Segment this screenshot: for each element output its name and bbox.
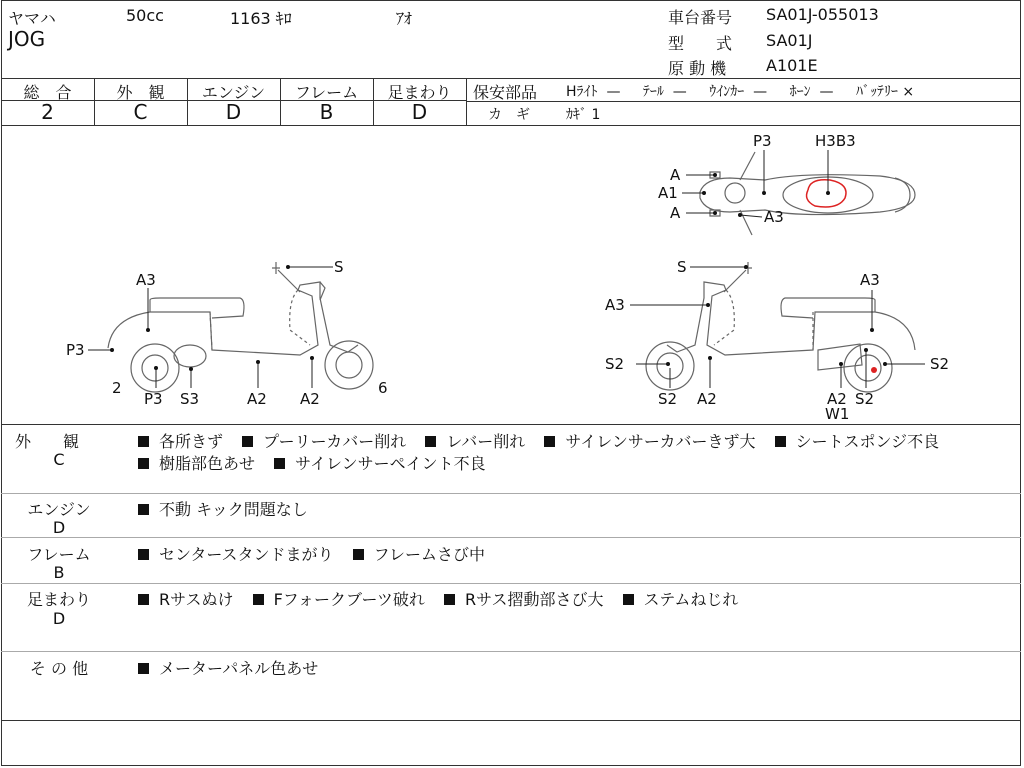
damage-diagram bbox=[0, 126, 1024, 424]
diagram-label: S2 bbox=[658, 390, 678, 408]
divider bbox=[1, 424, 1021, 425]
bullet-square bbox=[138, 549, 149, 560]
diagram-label: A3 bbox=[860, 271, 880, 289]
bullet-square bbox=[544, 436, 555, 447]
note-label-engine: エンジン bbox=[27, 500, 91, 519]
divider bbox=[1, 720, 1021, 721]
diagram-label: P3 bbox=[66, 341, 85, 359]
divider bbox=[466, 78, 467, 125]
diagram-label: A3 bbox=[136, 271, 156, 289]
bullet-square bbox=[242, 436, 253, 447]
bullet-square bbox=[253, 594, 264, 605]
suspension-grade: D bbox=[411, 100, 428, 124]
note-line: センタースタンドまがり フレームさび中 bbox=[138, 542, 499, 565]
overall-grade: 2 bbox=[41, 100, 54, 124]
divider bbox=[1, 583, 1021, 584]
diagram-label: A2 bbox=[247, 390, 267, 408]
diagram-label: 2 bbox=[112, 379, 122, 397]
diagram-label: S bbox=[334, 258, 344, 276]
mileage: 1163 ｷﾛ bbox=[230, 9, 292, 28]
note-label-exterior: 外 観 bbox=[14, 432, 79, 451]
bullet-square bbox=[444, 594, 455, 605]
diagram-label: A1 bbox=[658, 184, 678, 202]
engine-grade-label: エンジン bbox=[201, 83, 266, 102]
engine-value: A101E bbox=[766, 56, 818, 75]
overall-label: 総 合 bbox=[23, 83, 72, 102]
frame-grade-label: フレーム bbox=[294, 83, 359, 102]
diagram-label: S3 bbox=[180, 390, 200, 408]
note-line: 不動 キック問題なし bbox=[138, 497, 322, 520]
bullet-square bbox=[138, 436, 149, 447]
safety-item: ﾎｰﾝ — bbox=[789, 84, 834, 100]
displacement: 50cc bbox=[126, 6, 164, 25]
note-grade-suspension: D bbox=[52, 609, 66, 628]
bullet-square bbox=[425, 436, 436, 447]
frame-grade: B bbox=[319, 100, 334, 124]
maker: ヤマハ bbox=[8, 9, 56, 28]
diagram-label: S2 bbox=[605, 355, 625, 373]
frame-no: SA01J-055013 bbox=[766, 5, 879, 24]
diagram-label: A3 bbox=[764, 208, 784, 226]
safety-item: ﾊﾞｯﾃﾘｰ × bbox=[855, 84, 915, 100]
bullet-square bbox=[138, 594, 149, 605]
note-grade-exterior: C bbox=[53, 450, 65, 469]
engine-label: 原 動 機 bbox=[668, 59, 727, 78]
safety-label: 保安部品 bbox=[473, 83, 538, 102]
suspension-grade-label: 足まわり bbox=[387, 83, 452, 102]
bullet-square bbox=[138, 504, 149, 515]
bullet-square bbox=[138, 458, 149, 469]
diagram-label: A bbox=[670, 166, 681, 184]
note-line: Rサスぬけ Fフォークブーツ破れ Rサス摺動部さび大 ステムねじれ bbox=[138, 587, 752, 610]
divider bbox=[467, 101, 1021, 102]
key-label: カ ギ bbox=[488, 107, 530, 123]
note-grade-engine: D bbox=[52, 518, 66, 537]
engine-grade: D bbox=[225, 100, 242, 124]
divider bbox=[1, 651, 1021, 652]
model-name: JOG bbox=[8, 27, 46, 51]
safety-items bbox=[566, 81, 914, 101]
bullet-square bbox=[623, 594, 634, 605]
safety-item: ﾃｰﾙ — bbox=[642, 84, 687, 100]
diagram-label: P3 bbox=[753, 132, 772, 150]
note-label-frame: フレーム bbox=[27, 545, 91, 564]
diagram-label: A3 bbox=[605, 296, 625, 314]
note-line: 各所きず プーリーカバー削れ レバー削れ サイレンサーカバーきず大 シートスポンジ不良 bbox=[138, 429, 953, 452]
diagram-label: S2 bbox=[855, 390, 875, 408]
bullet-square bbox=[353, 549, 364, 560]
safety-item: ｳｲﾝｶｰ — bbox=[709, 84, 768, 100]
diagram-label: P3 bbox=[144, 390, 163, 408]
diagram-label: A2 bbox=[300, 390, 320, 408]
note-label-suspension: 足まわり bbox=[26, 590, 91, 609]
note-line: メーターパネル色あせ bbox=[138, 656, 332, 679]
divider bbox=[1, 493, 1021, 494]
diagram-label: H3B3 bbox=[815, 132, 856, 150]
diagram-label: 6 bbox=[378, 379, 388, 397]
diagram-label: W1 bbox=[825, 405, 850, 423]
exterior-grade: C bbox=[133, 100, 148, 124]
diagram-label: S2 bbox=[930, 355, 950, 373]
bullet-square bbox=[274, 458, 285, 469]
note-grade-frame: B bbox=[53, 563, 65, 582]
diagram-label: A bbox=[670, 204, 681, 222]
bullet-square bbox=[138, 663, 149, 674]
frame-no-label: 車台番号 bbox=[668, 8, 733, 27]
divider bbox=[1, 78, 1021, 79]
type-value: SA01J bbox=[766, 31, 813, 50]
diagram-label: A2 bbox=[827, 390, 847, 408]
diagram-label: A2 bbox=[697, 390, 717, 408]
color: ｱｵ bbox=[396, 9, 413, 28]
type-label: 型 式 bbox=[668, 34, 733, 53]
note-label-other: そ の 他 bbox=[29, 659, 89, 678]
divider bbox=[1, 537, 1021, 538]
note-line: 樹脂部色あせ サイレンサーペイント不良 bbox=[138, 451, 500, 474]
diagram-label: S bbox=[677, 258, 687, 276]
exterior-label: 外 観 bbox=[116, 83, 165, 102]
bullet-square bbox=[775, 436, 786, 447]
safety-item: Hﾗｲﾄ — bbox=[566, 84, 621, 100]
key-value: ｶｷﾞ 1 bbox=[566, 107, 601, 123]
